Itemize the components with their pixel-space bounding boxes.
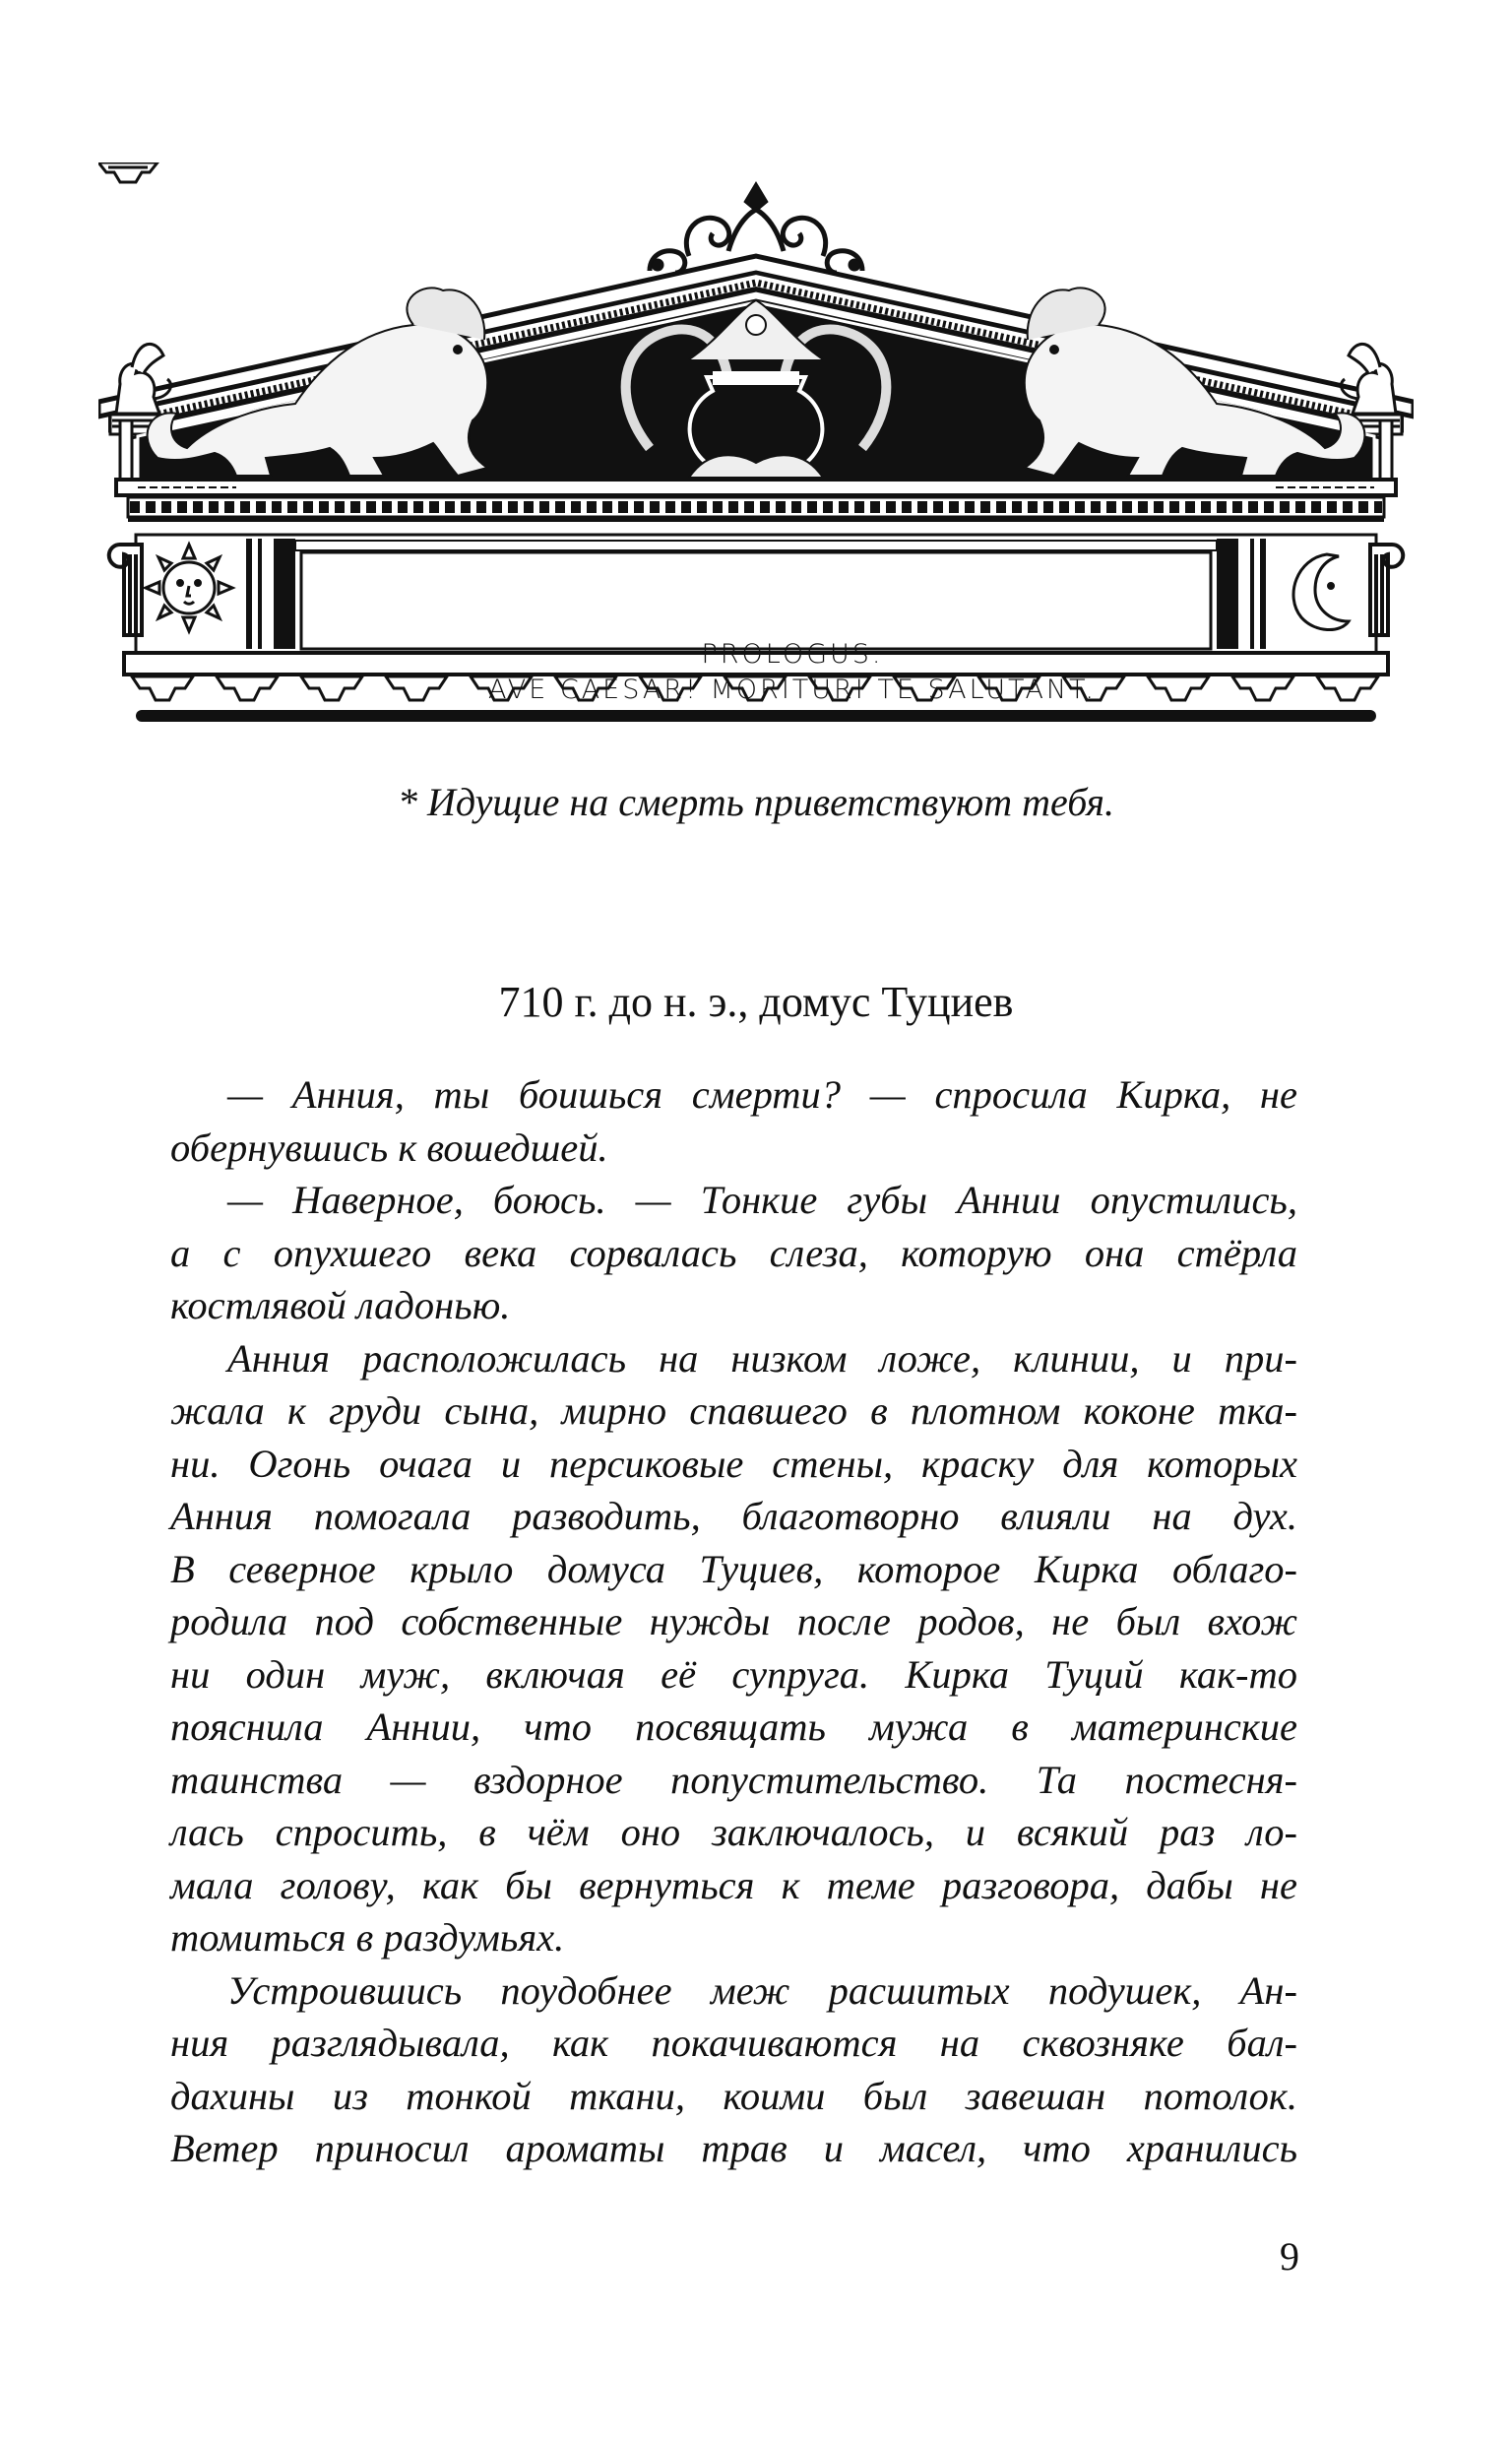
text-line: мала голову, как бы вернуться к теме разговора, дабы не xyxy=(170,1862,1297,1907)
paragraph xyxy=(170,1068,1297,1174)
inscription-title: PROLOGUS. xyxy=(701,639,884,670)
text-line: Анния расположилась на низком ложе, клинии, и при- xyxy=(227,1335,1297,1381)
text-line: пояснила Аннии, что посвящать мужа в материнские xyxy=(170,1704,1297,1749)
page-number: 9 xyxy=(1280,2234,1299,2279)
pediment-inscription xyxy=(423,623,1162,722)
inscription-motto: AVE CAESAR! MORITURI TE SALUTANT. xyxy=(488,675,1097,705)
paragraph xyxy=(170,1964,1297,2175)
body-text xyxy=(170,1068,1297,2175)
text-line: ни. Огонь очага и персиковые стены, краску для которых xyxy=(170,1441,1297,1486)
text-line: жала к груди сына, мирно спавшего в плотном коконе тка- xyxy=(170,1388,1297,1433)
text-line: В северное крыло домуса Туциев, которое Кирка облаго- xyxy=(170,1546,1297,1591)
text-line: Анния помогала разводить, благотворно влияли на дух. xyxy=(170,1494,1297,1538)
paragraph xyxy=(170,1174,1297,1332)
text-line: лась спросить, в чём оно заключалось, и всякий раз ло- xyxy=(170,1810,1297,1854)
left-volute-icon xyxy=(109,545,142,635)
chapter-subheading: 710 г. до н. э., домус Туциев xyxy=(498,978,1014,1026)
text-line: дахины из тонкой ткани, коими был завешан потолок. xyxy=(170,2073,1297,2118)
paragraph xyxy=(170,1332,1297,1964)
text-line: а с опухшего века сорвалась слеза, которую она стёрла xyxy=(170,1230,1297,1275)
text-line: обернувшись к вошедшей. xyxy=(170,1125,608,1170)
text-line: родила под собственные нужды после родов, не был вхож xyxy=(170,1599,1297,1643)
text-line: ни один муж, включая её супруга. Кирка Туций как-то xyxy=(170,1651,1297,1697)
right-volute-icon xyxy=(1370,545,1403,635)
text-line: томиться в раздумьях. xyxy=(170,1915,565,1960)
text-line: ния разглядывала, как покачиваются на сквозняке бал- xyxy=(170,2021,1297,2065)
sun-face-icon xyxy=(146,545,232,631)
text-line: костлявой ладонью. xyxy=(170,1283,511,1327)
modillion-brackets-icon xyxy=(98,162,158,182)
text-line: Устроившись поудобнее меж расшитых подушек, Ан- xyxy=(227,1967,1297,2013)
text-line: таинства — вздорное попустительство. Та постесня- xyxy=(170,1757,1297,1802)
text-line: — Наверное, боюсь. — Тонкие губы Аннии опустились, xyxy=(227,1178,1297,1222)
text-line: — Анния, ты боишься смерти? — спросила Кирка, не xyxy=(227,1072,1297,1117)
text-line: Ветер приносил ароматы трав и масел, что хранились xyxy=(170,2126,1297,2170)
footnote-translation: * Идущие на смерть приветствуют тебя. xyxy=(398,780,1114,824)
pediment-illustration xyxy=(98,162,1414,773)
